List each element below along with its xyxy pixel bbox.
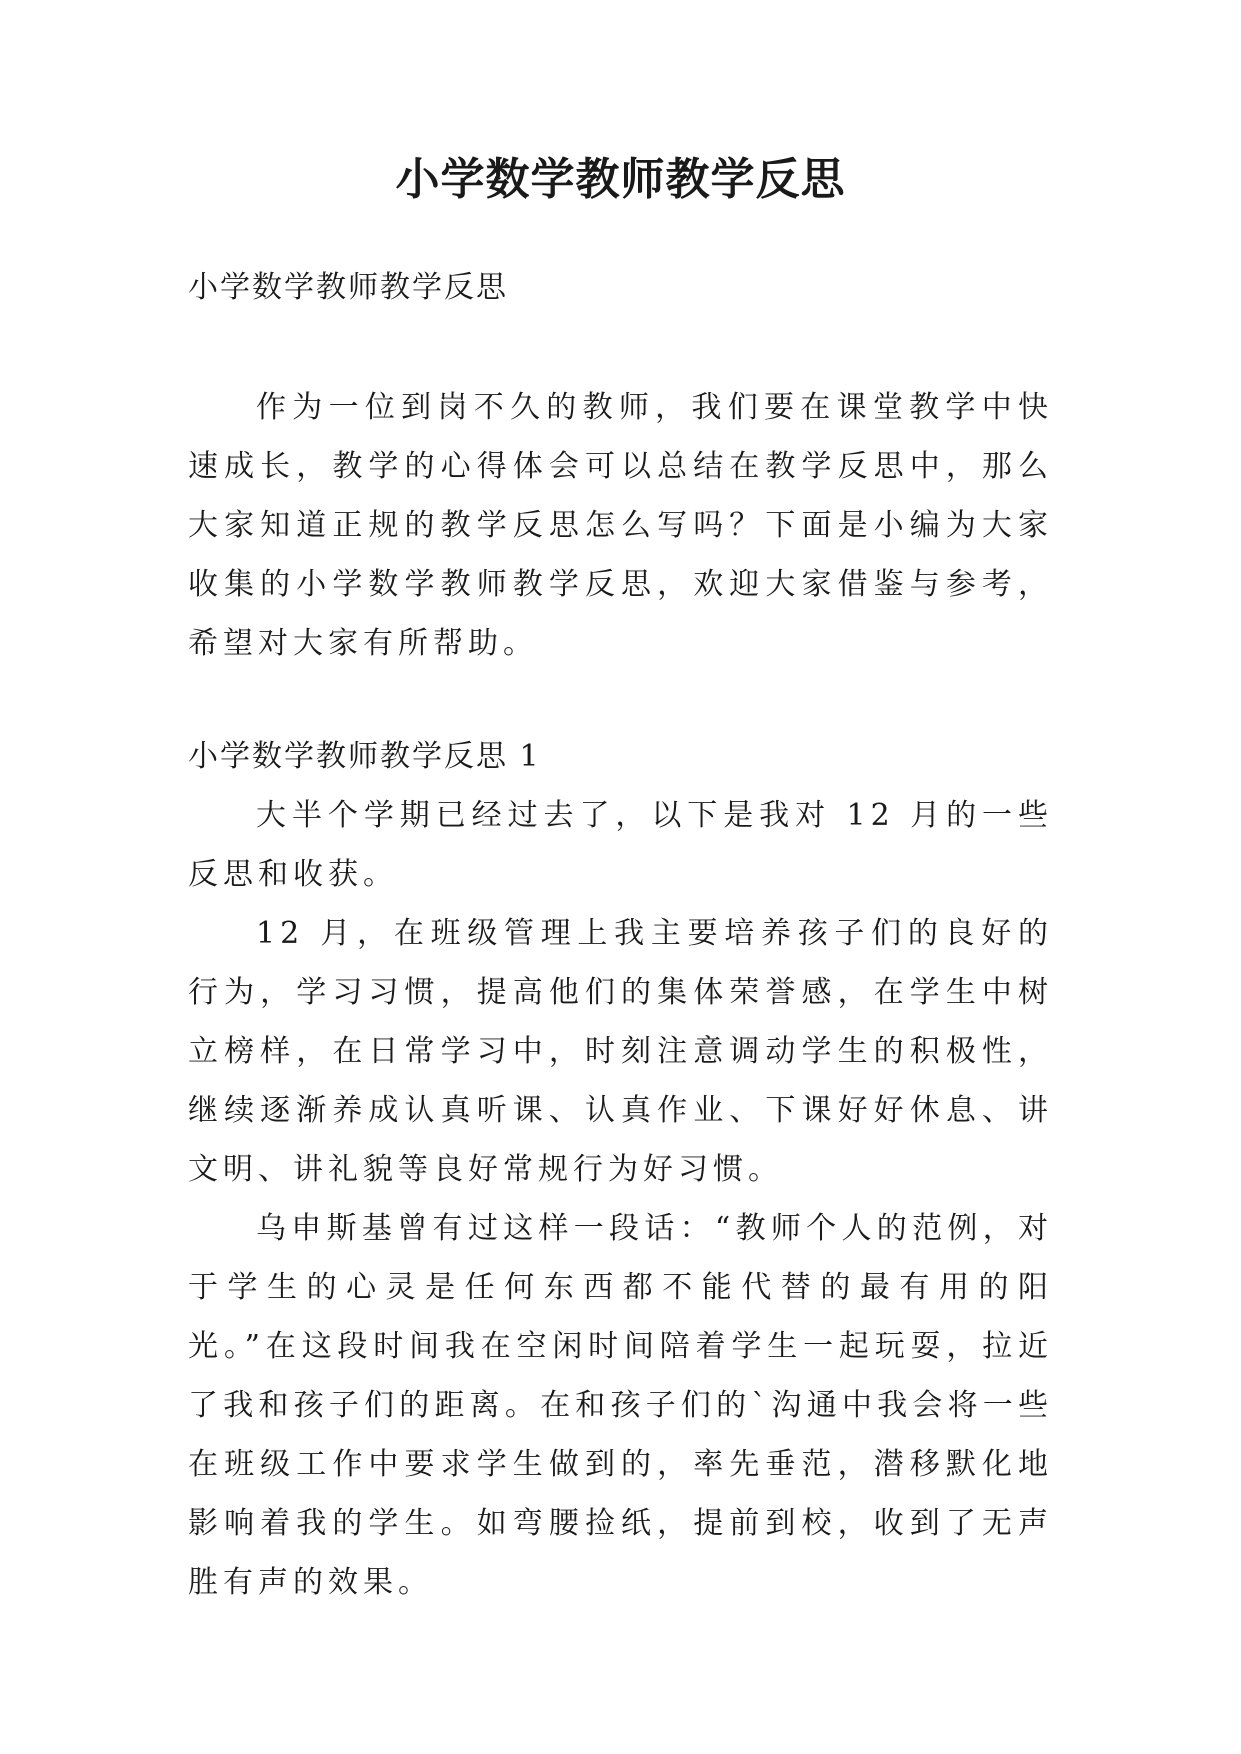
body-paragraph-3: 乌申斯基曾有过这样一段话：“教师个人的范例，对于学生的心灵是任何东西都不能代替的最有用的阳光。”在这段时间我在空闲时间陪着学生一起玩耍，拉近了我和孩子们的距离。在和孩子们的`沟通中我会将一些在班级工作中要求学生做到的，率先垂范，潜移默化地影响着我的学生。如弯腰捡纸，提前到校，收到了无声胜有声的效果。 xyxy=(188,1211,1053,1600)
body-paragraph-1: 大半个学期已经过去了，以下是我对 12 月的一些反思和收获。 xyxy=(188,798,1053,892)
document-subtitle: 小学数学教师教学反思 xyxy=(188,270,508,305)
intro-paragraph: 作为一位到岗不久的教师，我们要在课堂教学中快速成长，教学的心得体会可以总结在教学反思中，那么大家知道正规的教学反思怎么写吗？下面是小编为大家收集的小学数学教师教学反思，欢迎大家借鉴与参考，希望对大家有所帮助。 xyxy=(188,390,1053,661)
section-heading: 小学数学教师教学反思 1 xyxy=(188,739,541,774)
document-title: 小学数学教师教学反思 xyxy=(395,154,846,205)
document-body xyxy=(188,258,1053,1612)
body-paragraph-2: 12 月，在班级管理上我主要培养孩子们的良好的行为，学习习惯，提高他们的集体荣誉感，在学生中树立榜样，在日常学习中，时刻注意调动学生的积极性，继续逐渐养成认真听课、认真作业、下课好好休息、讲文明、讲礼貌等良好常规行为好习惯。 xyxy=(188,916,1053,1187)
